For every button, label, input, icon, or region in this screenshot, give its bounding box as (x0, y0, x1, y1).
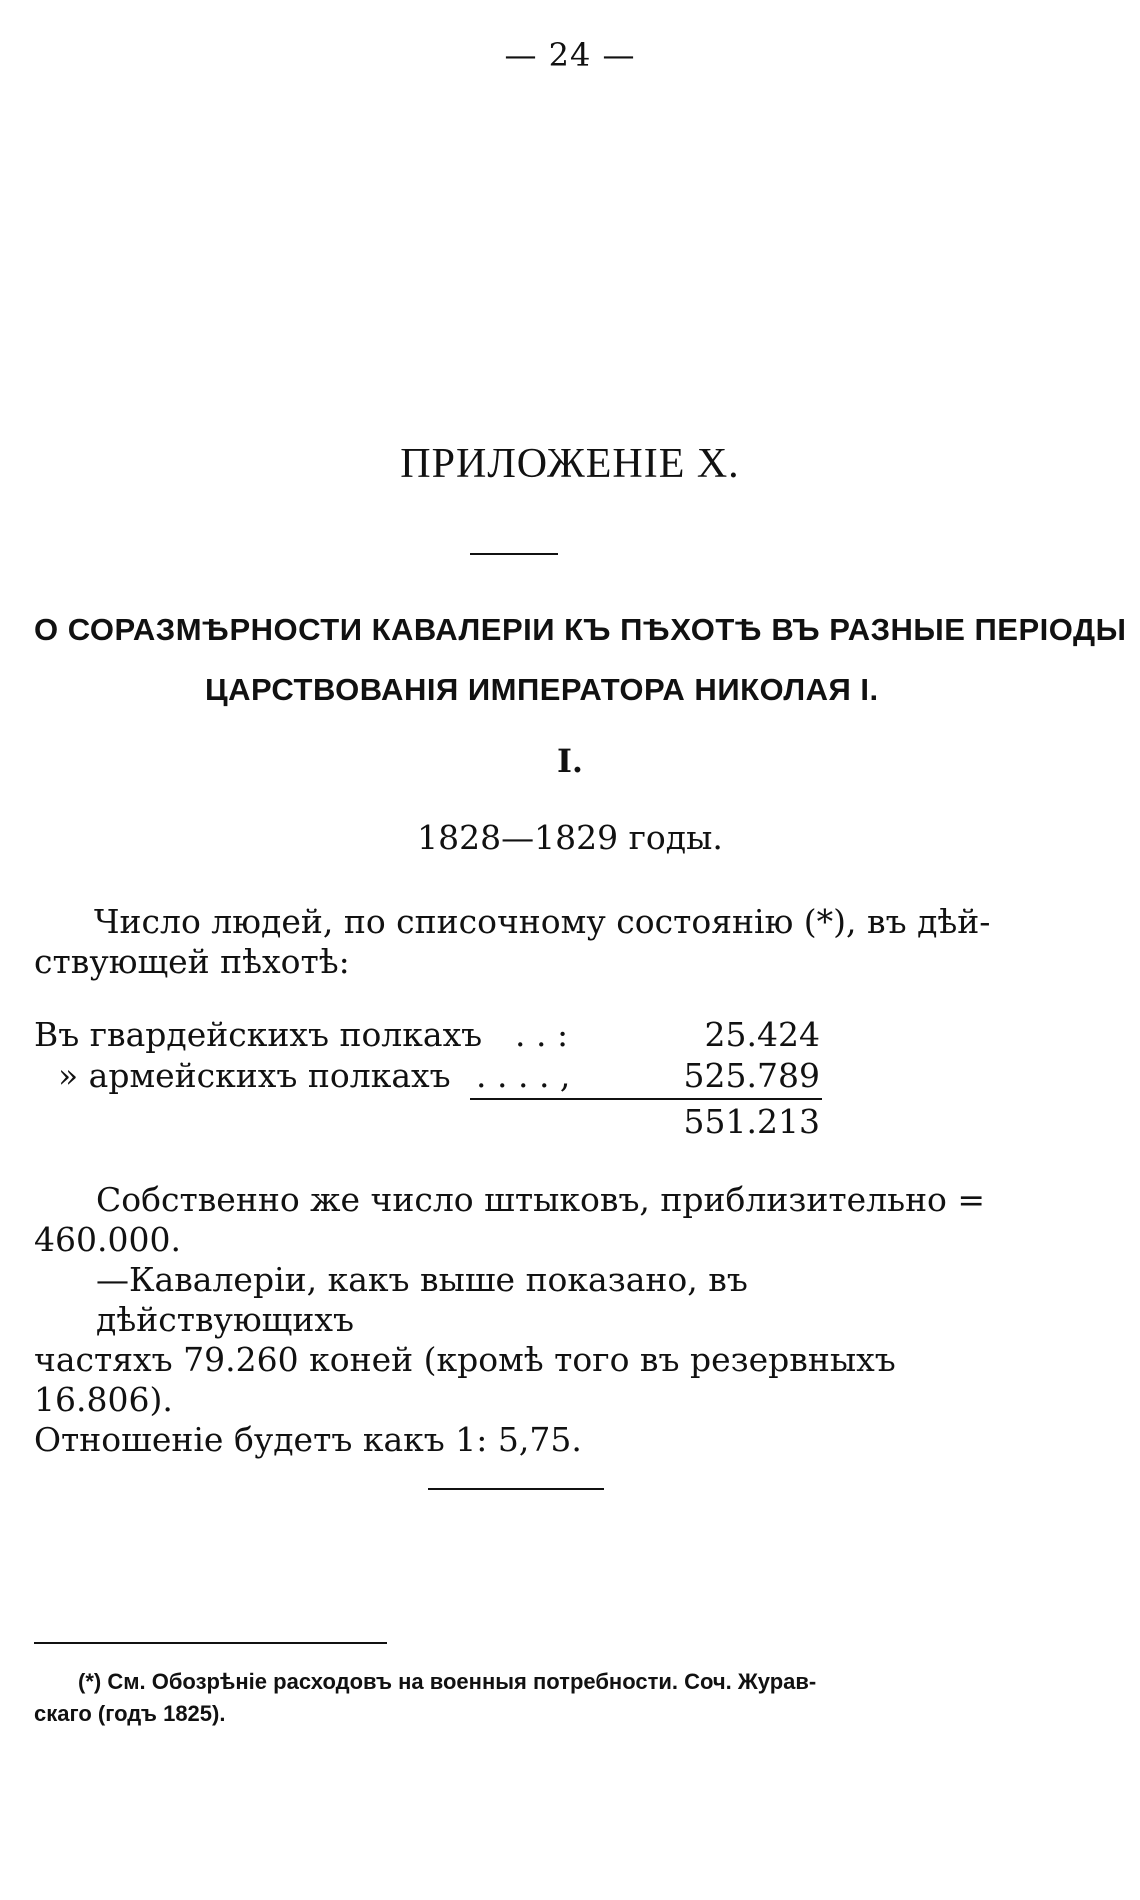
footnote-line-1: (*) См. Обозрѣніе расходовъ на военныя потребности. Соч. Журав- (78, 1669, 817, 1694)
sum-rule (470, 1098, 822, 1100)
table-row-value: 525.789 (683, 1056, 820, 1095)
heading-line-1: О СОРАЗМѢРНОСТИ КАВАЛЕРІИ КЪ ПѢХОТѢ ВЪ РАЗНЫЕ ПЕРІОДЫ (34, 612, 1127, 647)
table-row-value: 25.424 (704, 1015, 820, 1054)
body-paragraph (34, 1180, 1014, 1460)
section-numeral: I. (556, 742, 584, 780)
body-line-2: 460.000. (34, 1220, 181, 1259)
intro-line-2: ствующей пѣхотѣ: (34, 942, 350, 981)
body-line-1: Собственно же число штыковъ, приблизительно = (96, 1180, 986, 1219)
table-total: 551.213 (683, 1102, 820, 1141)
body-line-4: частяхъ 79.260 коней (кромѣ того въ резервныхъ 16.806). (34, 1340, 896, 1419)
intro-line-1: Число людей, по списочному состоянію (*), въ дѣй- (94, 902, 991, 941)
footnote-line-2: скаго (годъ 1825). (34, 1701, 226, 1726)
body-line-3: —Кавалеріи, какъ выше показано, въ дѣйствующихъ (96, 1260, 748, 1339)
appendix-title: ПРИЛОЖЕНІЕ X. (400, 441, 740, 487)
title-divider (470, 553, 558, 555)
heading-line-2: ЦАРСТВОВАНІЯ ИМПЕРАТОРА НИКОЛАЯ I. (205, 672, 879, 707)
table-row-dots: . . . . , (476, 1056, 571, 1095)
footnote (34, 1666, 1014, 1730)
years-subtitle: 1828—1829 годы. (417, 818, 723, 857)
page-number: — 24 — (504, 36, 636, 74)
footnote-divider (34, 1642, 387, 1644)
end-divider (428, 1488, 604, 1490)
intro-paragraph (34, 902, 1014, 982)
body-line-5: Отношеніе будетъ какъ 1: 5,75. (34, 1420, 582, 1459)
table-row-dots: . . : (515, 1015, 569, 1054)
table-row-label: Въ гвардейскихъ полкахъ (34, 1015, 483, 1054)
table-row-label: » армейскихъ полкахъ (58, 1056, 451, 1095)
